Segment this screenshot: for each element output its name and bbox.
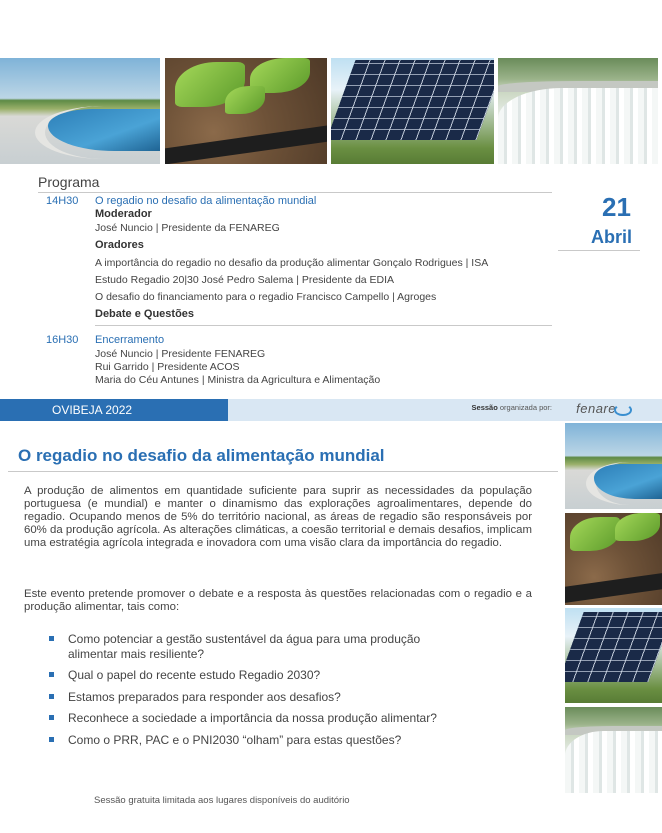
- irrigation-canal-photo: [565, 423, 662, 509]
- seedlings-drip-pipe-photo: [165, 58, 327, 164]
- speaker-item: Rui Garrido | Presidente ACOS: [95, 361, 240, 373]
- moderador-label: Moderador: [95, 208, 152, 220]
- dam-spillway-photo: [565, 707, 662, 793]
- article-rule: [8, 471, 558, 472]
- speaker-item: José Nuncio | Presidente FENAREG: [95, 348, 266, 360]
- oradores-label: Oradores: [95, 239, 144, 251]
- bullet-icon: [49, 737, 54, 742]
- talk-item: A importância do regadio no desafio da produção alimentar Gonçalo Rodrigues | ISA: [95, 257, 489, 269]
- question-item: Reconhece a sociedade a importância da nossa produção alimentar?: [68, 711, 468, 726]
- programa-title: Programa: [38, 174, 100, 190]
- date-month: Abril: [591, 227, 633, 247]
- question-item: Qual o papel do recente estudo Regadio 2030?: [68, 668, 468, 683]
- solar-panels-photo: [331, 58, 494, 164]
- article-title: O regadio no desafio da alimentação mundial: [18, 446, 385, 465]
- session-divider: [95, 325, 552, 326]
- debate-label: Debate e Questões: [95, 308, 195, 320]
- logo-swirl-icon: [614, 404, 632, 416]
- fenareg-logo: fenare: [576, 401, 632, 416]
- talk-item: O desafio do financiamento para o regadio Francisco Campello | Agroges: [95, 291, 437, 303]
- solar-panels-photo: [565, 608, 662, 703]
- questions-list: [68, 632, 468, 747]
- speaker-item: Maria do Céu Antunes | Ministra da Agricultura e Alimentação: [95, 374, 381, 386]
- question-item: Estamos preparados para responder aos desafios?: [68, 690, 468, 705]
- event-band: [0, 399, 662, 421]
- moderador-name: José Nuncio | Presidente da FENAREG: [95, 222, 280, 234]
- article-paragraph-1: A produção de alimentos em quantidade suficiente para suprir as necessidades da população portuguesa (e mundial) e manter o dinamismo das explorações agroalimentares, depende do regadio. Ocupando menos de 5% do território nacional, as áreas de regadio são responsáveis por 60% da produção agrícola. As alterações climáticas, a coesão territorial e demais desafios, implicam uma estratégia agrícola integrada e inovadora com uma visão clara da importância do regadio.: [24, 485, 532, 549]
- organized-by-label: Sessão organizada por:: [471, 403, 552, 412]
- dam-spillway-photo: [498, 58, 658, 164]
- session2-heading: Encerramento: [95, 334, 165, 346]
- bullet-icon: [49, 672, 54, 677]
- article-paragraph-2: Este evento pretende promover o debate e a resposta às questões relacionadas com o regadio e a produção alimentar, tais como:: [24, 588, 532, 613]
- bullet-icon: [49, 715, 54, 720]
- programa-rule: [38, 192, 552, 193]
- question-item: Como o PRR, PAC e o PNI2030 “olham” para estas questões?: [68, 733, 468, 748]
- session1-time: 14H30: [46, 195, 79, 207]
- footer-note: Sessão gratuita limitada aos lugares disponíveis do auditório: [94, 795, 350, 806]
- session1-heading: O regadio no desafio da alimentação mundial: [95, 195, 317, 207]
- date-day: 21: [602, 192, 631, 222]
- seedlings-drip-pipe-photo: [565, 513, 662, 605]
- bullet-icon: [49, 636, 54, 641]
- talk-item: Estudo Regadio 20|30 José Pedro Salema | Presidente da EDIA: [95, 274, 395, 286]
- session2-time: 16H30: [46, 334, 79, 346]
- irrigation-canal-photo: [0, 58, 160, 164]
- event-name: OVIBEJA 2022: [0, 399, 228, 421]
- date-rule: [558, 250, 640, 251]
- bullet-icon: [49, 694, 54, 699]
- question-item: Como potenciar a gestão sustentável da água para uma produção alimentar mais resiliente?: [68, 632, 468, 661]
